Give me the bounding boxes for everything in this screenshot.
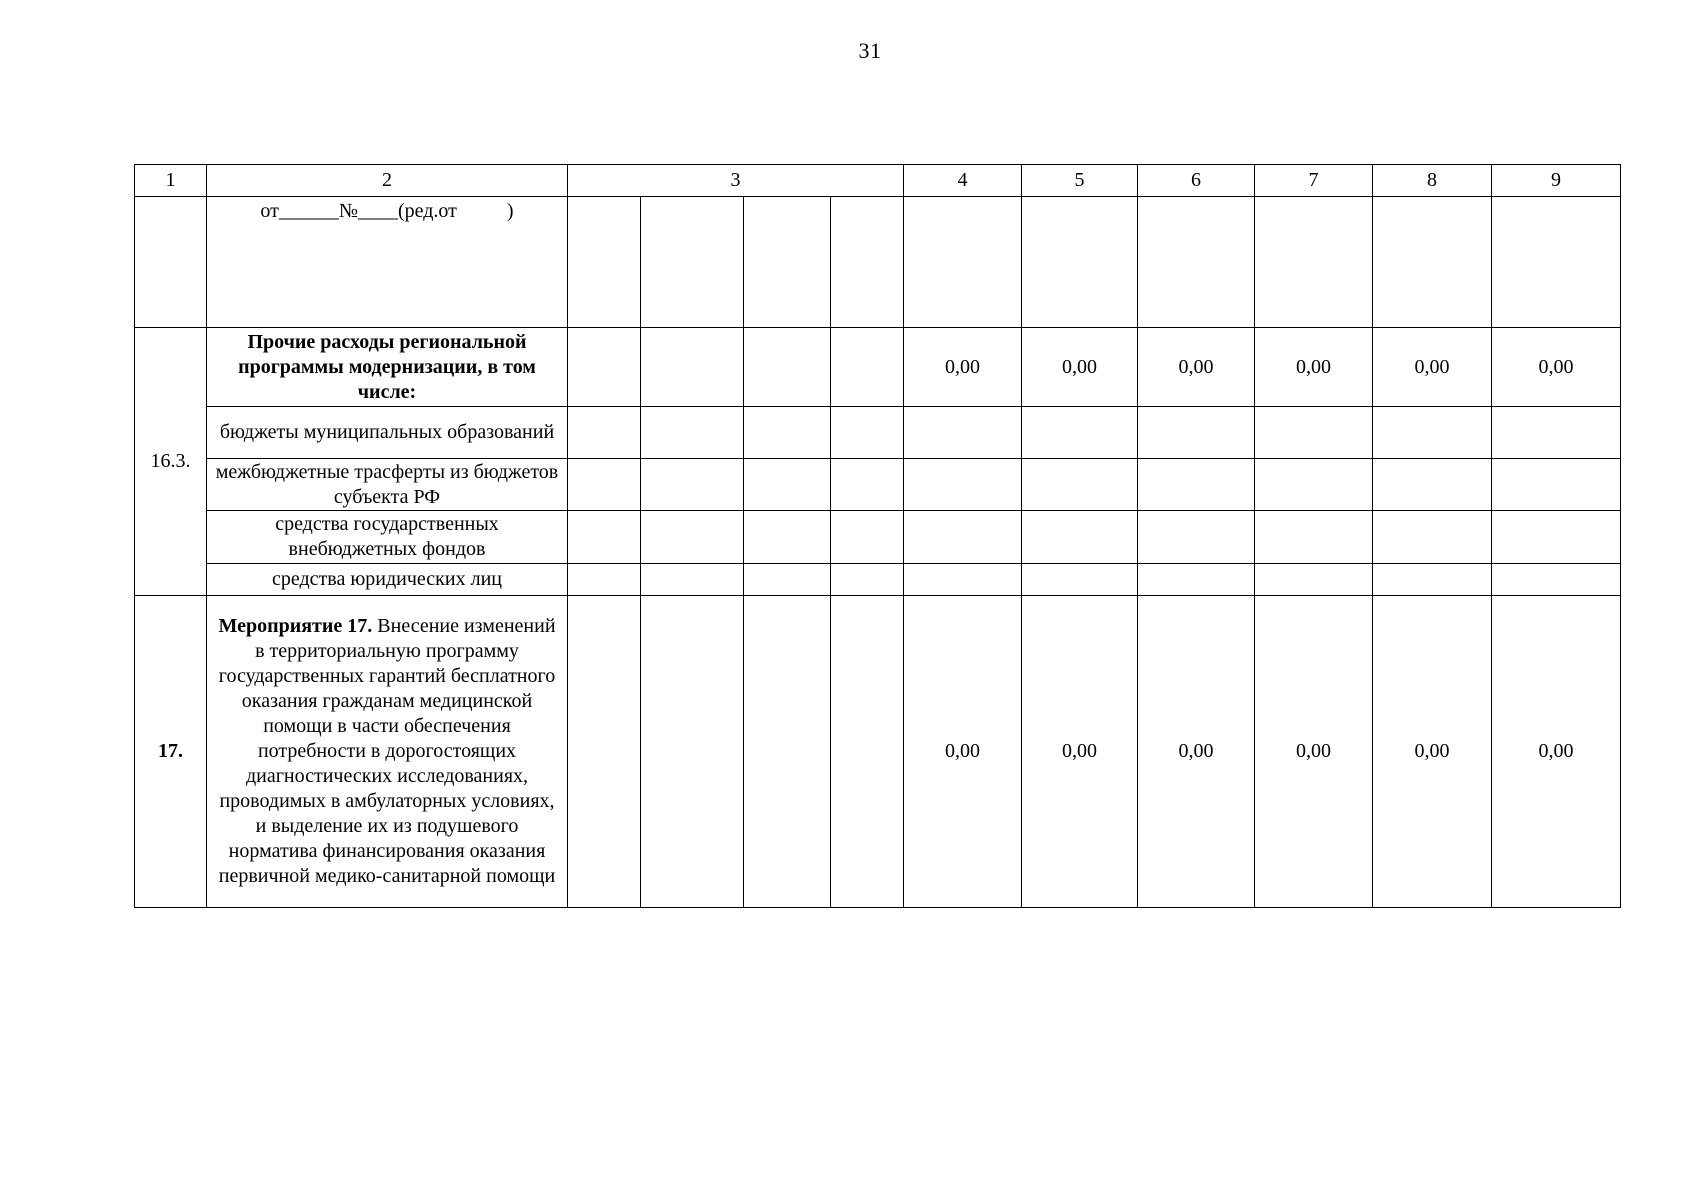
column-header: 3	[568, 165, 904, 197]
financing-table	[134, 164, 1621, 908]
event-label: Мероприятие 17.	[218, 615, 373, 637]
table-cell	[641, 596, 744, 908]
event-text: Внесение изменений в территориальную программу государственных гарантий бесплатного оказания гражданам медицинской помощи в части обеспечения потребности в дорогостоящих диагностических исследованиях, проводимых в амбулаторных условиях, и выделение их из подушевого норматива финансирования оказания первичной медико-санитарной помощи	[218, 615, 556, 887]
table-cell	[744, 328, 831, 407]
table-cell	[744, 511, 831, 564]
value-cell: 0,00	[1138, 328, 1255, 407]
table-cell	[744, 407, 831, 459]
value-cell: 0,00	[1492, 596, 1621, 908]
table-cell	[744, 596, 831, 908]
table-cell	[1022, 197, 1138, 328]
table-cell	[1022, 407, 1138, 459]
value-cell: 0,00	[1022, 328, 1138, 407]
table-cell	[135, 197, 207, 328]
table-cell	[641, 564, 744, 596]
funding-source-label: межбюджетные трасферты из бюджетов субъекта РФ	[207, 459, 568, 511]
row-number: 16.3.	[135, 328, 207, 596]
table-cell	[1138, 407, 1255, 459]
table-cell	[568, 596, 641, 908]
table-row	[135, 511, 1621, 564]
table-row	[135, 596, 1621, 908]
table-cell	[1492, 511, 1621, 564]
table-cell	[744, 197, 831, 328]
table-cell	[831, 511, 904, 564]
table-cell	[641, 511, 744, 564]
table-row	[135, 564, 1621, 596]
table-cell	[641, 459, 744, 511]
table-cell	[1022, 564, 1138, 596]
table-cell	[1373, 407, 1492, 459]
table-cell	[904, 459, 1022, 511]
table-cell	[1492, 459, 1621, 511]
table-cell	[831, 197, 904, 328]
table-cell	[568, 511, 641, 564]
value-cell: 0,00	[904, 596, 1022, 908]
table-cell	[1373, 459, 1492, 511]
funding-source-label: средства юридических лиц	[207, 564, 568, 596]
table-cell	[1022, 459, 1138, 511]
table-cell	[1138, 564, 1255, 596]
table-cell	[1255, 407, 1373, 459]
table-cell	[831, 459, 904, 511]
table-cell	[1255, 197, 1373, 328]
column-header: 5	[1022, 165, 1138, 197]
table-cell	[568, 407, 641, 459]
value-cell: 0,00	[1022, 596, 1138, 908]
table-cell	[1022, 511, 1138, 564]
table-cell	[568, 564, 641, 596]
column-header: 7	[1255, 165, 1373, 197]
value-cell: 0,00	[1138, 596, 1255, 908]
column-header: 1	[135, 165, 207, 197]
table-cell	[904, 564, 1022, 596]
value-cell: 0,00	[1255, 328, 1373, 407]
funding-source-label: средства государственных внебюджетных фондов	[207, 511, 568, 564]
table-cell	[1373, 564, 1492, 596]
funding-source-label: бюджеты муниципальных образований	[207, 407, 568, 459]
column-number-row	[135, 165, 1621, 197]
value-cell: 0,00	[904, 328, 1022, 407]
table-cell	[831, 564, 904, 596]
table-cell	[1255, 511, 1373, 564]
table-cell	[1138, 511, 1255, 564]
table-cell	[1492, 197, 1621, 328]
value-cell: 0,00	[1373, 328, 1492, 407]
form-reference-text: от______№____(ред.от )	[207, 197, 568, 328]
row-number: 17.	[135, 596, 207, 908]
table-row	[135, 407, 1621, 459]
event-description	[207, 596, 568, 908]
table-cell	[1492, 407, 1621, 459]
page-number: 31	[858, 38, 882, 63]
table-cell	[904, 407, 1022, 459]
table-cell	[1373, 197, 1492, 328]
table-cell	[831, 596, 904, 908]
table-cell	[568, 459, 641, 511]
table-row	[135, 459, 1621, 511]
table-cell	[641, 328, 744, 407]
table-cell	[744, 459, 831, 511]
column-header: 8	[1373, 165, 1492, 197]
table-cell	[568, 328, 641, 407]
table-cell	[1138, 197, 1255, 328]
table-cell	[568, 197, 641, 328]
table-cell	[904, 511, 1022, 564]
table-cell	[641, 407, 744, 459]
column-header: 2	[207, 165, 568, 197]
value-cell: 0,00	[1255, 596, 1373, 908]
table-cell	[1255, 459, 1373, 511]
column-header: 4	[904, 165, 1022, 197]
table-cell	[1492, 564, 1621, 596]
table-row	[135, 197, 1621, 328]
section-title: Прочие расходы региональной программы модернизации, в том числе:	[207, 328, 568, 407]
table-cell	[831, 407, 904, 459]
column-header: 9	[1492, 165, 1621, 197]
table-cell	[831, 328, 904, 407]
column-header: 6	[1138, 165, 1255, 197]
table-cell	[641, 197, 744, 328]
table-cell	[1255, 564, 1373, 596]
table-cell	[1373, 511, 1492, 564]
value-cell: 0,00	[1373, 596, 1492, 908]
table-cell	[1138, 459, 1255, 511]
table-cell	[744, 564, 831, 596]
table-cell	[904, 197, 1022, 328]
value-cell: 0,00	[1492, 328, 1621, 407]
table-row	[135, 328, 1621, 407]
